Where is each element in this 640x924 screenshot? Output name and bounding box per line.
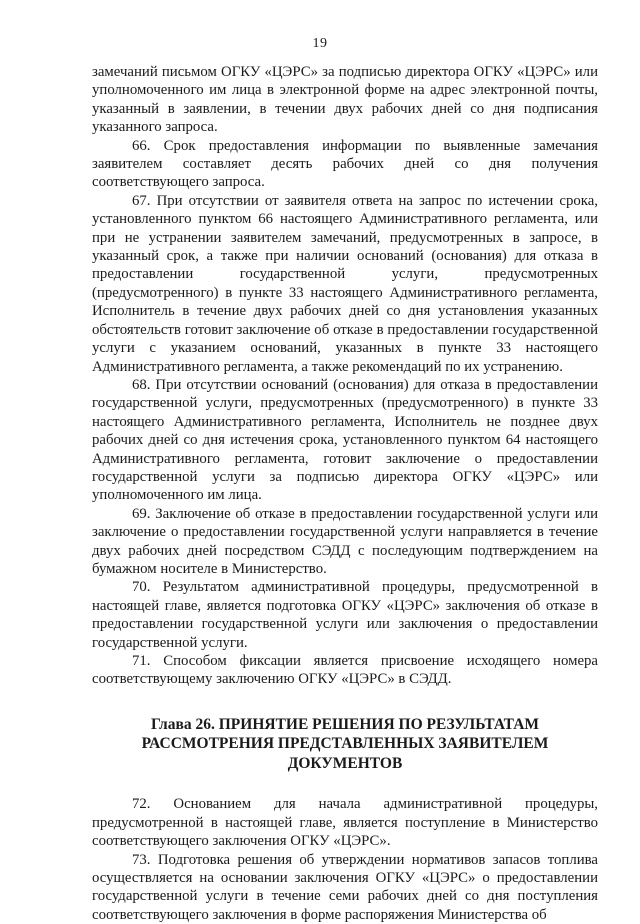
paragraph-73: 73. Подготовка решения об утверждении нормативов запасов топлива осуществляется на основании заключения ОГКУ «ЦЭРС» о предоставлении государственной услуги в течение семи рабочих дней со дня поступления соответствующего заключения в форме распоряжения Министерства об — [92, 851, 598, 923]
paragraph-68: 68. При отсутствии оснований (основания) для отказа в предоставлении государственной услуги, предусмотренных (предусмотренного) в пункте 33 настоящего Административного регламента, Исполнитель не позднее двух рабочих дней со дня истечения срока, установленного пунктом 64 настоящего Административного регламента, готовит заключение о предоставлении государственной услуги за подписью директора ОГКУ «ЦЭРС» или уполномоченного им лица. — [92, 376, 598, 504]
paragraph-71: 71. Способом фиксации является присвоение исходящего номера соответствующему заключению ОГКУ «ЦЭРС» в СЭДД. — [92, 653, 598, 688]
paragraph-69: 69. Заключение об отказе в предоставлении государственной услуги или заключение о предоставлении государственной услуги направляется в течение двух рабочих дней посредством СЭДД с последующим подтверждением на бумажном носителе в Министерство. — [92, 505, 598, 577]
document-body — [92, 63, 598, 924]
paragraph-72: 72. Основанием для начала административной процедуры, предусмотренной в настоящей главе, является поступление в Министерство соответствующего заключения ОГКУ «ЦЭРС». — [92, 796, 598, 850]
paragraph-70: 70. Результатом административной процедуры, предусмотренной в настоящей главе, является подготовка ОГКУ «ЦЭРС» заключения об отказе в предоставлении государственной услуги или заключения о предоставлении государственной услуги. — [92, 579, 598, 651]
paragraph-66: 66. Срок предоставления информации по выявленные замечания заявителем составляет десять рабочих дней со дня получения соответствующего запроса. — [92, 137, 598, 191]
chapter-heading: Глава 26. ПРИНЯТИЕ РЕШЕНИЯ ПО РЕЗУЛЬТАТАМ РАССМОТРЕНИЯ ПРЕДСТАВЛЕННЫХ ЗАЯВИТЕЛЕМ ДОКУМЕНТОВ — [141, 715, 549, 772]
page-number: 19 — [312, 36, 328, 51]
paragraph-67: 67. При отсутствии от заявителя ответа на запрос по истечении срока, установленного пунктом 66 настоящего Административного регламента, или при не устранении заявителем замечаний, предусмотренных в запросе, в указанный срок, а также при наличии оснований (основания) для отказа в предоставлении государственной услуги, предусмотренных (предусмотренного) в пункте 33 настоящего Административного регламента, Исполнитель в течение двух рабочих дней со дня установления указанных обстоятельств готовит заключение об отказе в предоставлении государственной услуги с указанием оснований, указанных в пункте 33 настоящего Административного регламента, а также рекомендаций по их устранению. — [92, 192, 598, 375]
paragraph-65-continuation: замечаний письмом ОГКУ «ЦЭРС» за подписью директора ОГКУ «ЦЭРС» или уполномоченного им лица в электронной форме на адрес электронной почты, указанный в заявлении, в течении двух рабочих дней со дня подписания указанного запроса. — [92, 64, 598, 136]
